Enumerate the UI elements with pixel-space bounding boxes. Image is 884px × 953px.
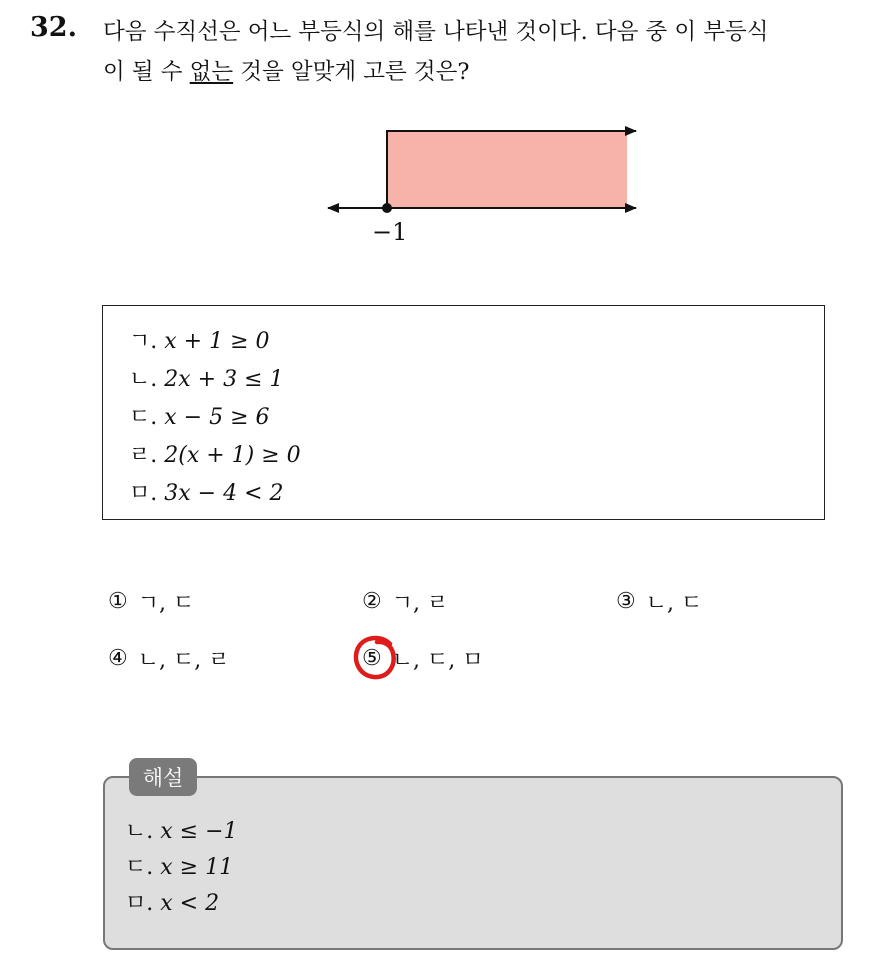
choice-text: ㄴ, ㄷ: [645, 591, 703, 616]
closed-point: [382, 203, 392, 213]
choice-number: ③: [616, 589, 636, 614]
choice-number: ④: [108, 646, 128, 671]
solution-line-2: [125, 850, 233, 881]
question-number: 32.: [30, 12, 77, 43]
point-label: −1: [372, 218, 408, 246]
condition-label: ㄹ.: [129, 443, 158, 468]
solution-label: ㄴ.: [125, 819, 154, 844]
choice-1[interactable]: [108, 586, 194, 617]
condition-expr: x − 5 ≥ 6: [164, 405, 270, 430]
choice-number: ⑤: [362, 646, 382, 671]
question-line-1: 다음 수직선은 어느 부등식의 해를 나타낸 것이다. 다음 중 이 부등식: [103, 19, 769, 45]
choice-text: ㄱ, ㄹ: [391, 591, 449, 616]
choice-number: ①: [108, 589, 128, 614]
question-line-2: [103, 52, 873, 92]
condition-3: [129, 400, 270, 431]
condition-label: ㅁ.: [129, 481, 158, 506]
condition-expr: x + 1 ≥ 0: [164, 329, 270, 354]
choice-3[interactable]: [616, 586, 702, 617]
condition-4: [129, 438, 301, 469]
condition-label: ㄷ.: [129, 405, 158, 430]
solution-expr: x ≤ −1: [160, 819, 238, 844]
condition-5: [129, 476, 284, 507]
condition-label: ㄱ.: [129, 329, 158, 354]
question-line-2-pre: 이 될 수: [103, 59, 190, 85]
condition-2: [129, 362, 284, 393]
solution-expr: x ≥ 11: [160, 855, 234, 880]
choice-text: ㄱ, ㄷ: [137, 591, 195, 616]
solution-label: ㅁ.: [125, 891, 154, 916]
question-line-2-post: 것을 알맞게 고른 것은?: [233, 59, 470, 85]
choice-4[interactable]: [108, 643, 229, 674]
condition-1: [129, 324, 270, 355]
solution-expr: x < 2: [160, 891, 220, 916]
number-line-diagram: [320, 118, 650, 248]
choice-text: ㄴ, ㄷ, ㅁ: [391, 648, 484, 673]
condition-expr: 2x + 3 ≤ 1: [164, 367, 284, 392]
solution-region: [387, 132, 627, 208]
condition-expr: 3x − 4 < 2: [164, 481, 284, 506]
solution-title-tab: 해설: [129, 758, 197, 796]
condition-expr: 2(x + 1) ≥ 0: [164, 443, 301, 468]
solution-line-1: [125, 814, 238, 845]
question-text: [103, 12, 873, 92]
solution-box: [103, 776, 843, 950]
conditions-box: [102, 305, 825, 520]
underlined-word: 없는: [189, 59, 234, 85]
solution-label: ㄷ.: [125, 855, 154, 880]
choice-number: ②: [362, 589, 382, 614]
choice-2[interactable]: [362, 586, 448, 617]
solution-line-3: [125, 886, 219, 917]
condition-label: ㄴ.: [129, 367, 158, 392]
answer-circle-mark: [352, 634, 400, 682]
choice-text: ㄴ, ㄷ, ㄹ: [137, 648, 230, 673]
